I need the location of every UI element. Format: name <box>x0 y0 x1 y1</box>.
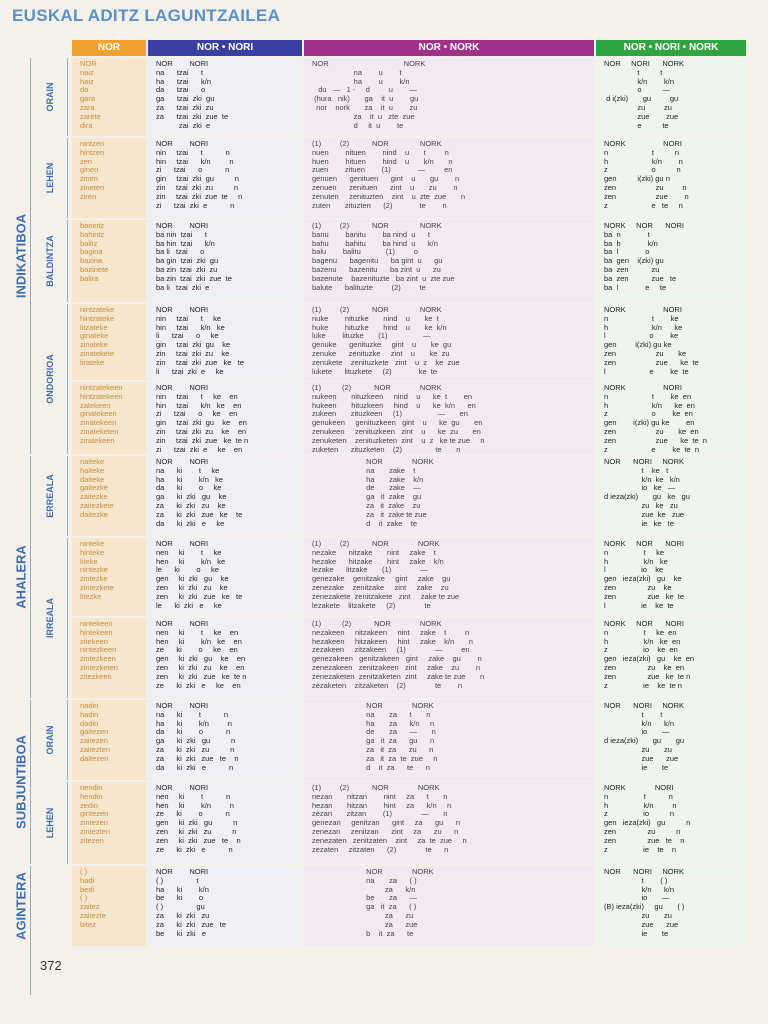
cell-nor <box>72 138 146 218</box>
cell-text: NOR NORI NORK t t k/n k/n io — d ieza(zki) gu gu zu zu zue zue ie te <box>604 701 685 772</box>
cell-text: NOR NORI nin tzai t ke hin tzai k/n ke li tzai o ke gin tzai zki gu ke zin tzai zki zu ke zin tzai zki zue ke te li tzai zki e ke <box>156 305 244 376</box>
cell-nork <box>304 782 594 864</box>
cell-text: NORK NORI n t n h k/n n z io n gen ieza(zki) gu n zen zu n zen zue te n z ie te n <box>604 783 691 854</box>
cell-text: NORK NOR NORI n t ke h k/n ke l io ke gen ieza(zki) gu ke zen zu ke zen zue ke te l ie ke te <box>604 539 685 610</box>
mood-subjuntiboa: SUBJUNTIBOA <box>12 700 31 864</box>
cell-nork <box>304 618 594 698</box>
page-title: EUSKAL ADITZ LAGUNTZAILEA <box>12 6 281 25</box>
cell-text: NOR NORK na zake t ha zake k/n de zake — ga it zake gu za it zake zu za it zake te zue d it zake te <box>366 457 434 528</box>
cell-text: NOR NORI nin tzai t n hin tzai k/n n zi tzai o n gin tzai zki gu n zin tzai zki zu n zin tzai zki zue te n zi tzai zki e n <box>156 139 243 210</box>
cell-nork <box>304 58 594 136</box>
tense-lehen: LEHEN <box>33 138 68 218</box>
tense-sub-lehen: LEHEN <box>33 782 68 864</box>
cell-nork <box>304 138 594 218</box>
cell-text: naiteke haiteke daiteke gaitezke zaitezke zaitezkete daitezke <box>80 457 114 519</box>
cell-text: banintz bahintz balitz bagina bazina bazinete balira <box>80 221 109 283</box>
cell-text: (1) (2) NOR NORK nuen nituen nind u t n huen hituen hind u k/n n zuen zituen (1) — en genuen genituen gint u gu n zenuen zenituen zint u zu n zenuten zenituzten zint u zte zue n zuten zituzten (2) te n <box>312 139 465 210</box>
cell-text: NORK NORI n t ke h k/n ke l o ke gen i(zki) gu ke zen zu ke zen zue ke te l e ke te <box>604 305 699 376</box>
cell-nori <box>148 538 302 616</box>
cell-text: (1) (2) NOR NORK nezakeen nitzakeen nint zake t n hezakeen hitzakeen hint zake k/n n zezakeen zitzakeen (1) — en genezakeen genitzakeen gint zake gu n zenezakeen zenitzakeen zint zake zu n zenezaketen zenitzaketen zint zake te zue n zezaketen zitzaketen (2) te n <box>312 619 485 690</box>
cell-text: NOR NORI nin tzai t ke en hin tzai k/n ke en zi tzai o ke en gin tzai zki gu ke en zin tzai zki zu ke en zin tzai zki zue ke te n zi tzai zki e ke en <box>156 383 249 454</box>
cell-text: NOR NORK na za ( ) za k/n be za — ga it za ( ) za zu za zue b it za te <box>366 867 434 938</box>
cell-nor <box>72 220 146 302</box>
conjugation-row <box>72 866 746 946</box>
cell-text: ( ) hadi bedi ( ) zaitez zaitezte bitez <box>80 867 106 929</box>
cell-text: NOR NORI NORK t ( ) k/n k/n io — (B) ieza(zki) gu ( ) zu zu zue zue ie te <box>604 867 685 938</box>
conjugation-row <box>72 58 746 136</box>
cell-nor <box>72 58 146 136</box>
cell-nori <box>148 138 302 218</box>
cell-text: (1) (2) NOR NORK banu banitu ba nind u t bahu bahitu ba hind u k/n balu balitu (1) o bagenu bagenitu ba gint u gu bazenu bazenitu ba zint u zu bazenute bazenituzte ba zint u zte zue balute balituzte (2) te <box>312 221 455 292</box>
cell-text: NOR NORI na ki t ke ha ki k/n ke da ki o ke ga ki zki gu ke za ki zki zu ke za ki zki zue ke te da ki zki e ke <box>156 457 243 528</box>
cell-text: (1) (2) NOR NORK nezake nitzake nint zake t hezake hitzake hint zake k/n lezake litzake (1) — genezake genitzake gint zake gu zenezake zenitzake zint zake zu zenezakete zenitzakete zint zake te zue lezakete litzakete (2) te <box>312 539 460 610</box>
header-nor: NOR <box>72 40 146 56</box>
cell-nnn <box>596 58 746 136</box>
header-nor-nori: NOR • NORI <box>148 40 302 56</box>
page-number: 372 <box>40 958 62 973</box>
cell-nnn <box>596 220 746 302</box>
conjugation-row <box>72 304 746 380</box>
conjugation-row <box>72 382 746 454</box>
cell-text: NOR NORI nen ki t n hen ki k/n n ze ki o n gen ki zki gu n zen ki zki zu n zen ki zki zue te n ze ki zki e n <box>156 783 241 854</box>
cell-nork <box>304 456 594 536</box>
conjugation-row <box>72 782 746 864</box>
cell-text: NOR NORI na tzai t ha tzai k/n da tzai o ga tzai zki gu za tzai zki zu za tzai zki zue te zai zki e <box>156 59 229 130</box>
cell-nork <box>304 304 594 380</box>
cell-nork <box>304 700 594 780</box>
cell-nnn <box>596 538 746 616</box>
cell-nor <box>72 538 146 616</box>
cell-text: ninteke hinteke liteke nintezke zintezke zintezkete litezke <box>80 539 114 601</box>
cell-nori <box>148 58 302 136</box>
cell-text: NOR naiz haiz da gara zara zarete dira <box>80 59 101 130</box>
cell-text: nintzateke hintzateke litzateke ginateke zinateke zinateketе lirateke <box>80 305 115 367</box>
cell-nor <box>72 618 146 698</box>
tense-sub-orain: ORAIN <box>33 700 68 780</box>
cell-nnn <box>596 866 746 946</box>
cell-nnn <box>596 382 746 454</box>
tense-baldintza: BALDINTZA <box>33 220 68 302</box>
cell-text: (1) (2) NOR NORK nukeen nituzkeen nind u ke t en hukeen hituzkeen hind u ke k/n en zukeen zituzkeen (1) — en genukeen genituzkeen gint u ke gu en zenukeen zenituzkeen zint u ke zu en zenuketen zenituzketen zint u z ke te zue n zuketen zituzketen (2) te n <box>312 383 485 454</box>
cell-nori <box>148 618 302 698</box>
conjugation-row <box>72 456 746 536</box>
cell-nori <box>148 782 302 864</box>
conjugation-row <box>72 220 746 302</box>
cell-text: NORK NORI n t ke en h k/n ke en z o ke en gen i(zki) gu ke en zen zu ke en zen zue ke te n z e ke te n <box>604 383 707 454</box>
conjugation-row <box>72 700 746 780</box>
cell-nnn <box>596 700 746 780</box>
cell-nori <box>148 304 302 380</box>
cell-nork <box>304 866 594 946</box>
cell-nork <box>304 220 594 302</box>
cell-nork <box>304 382 594 454</box>
cell-nori <box>148 220 302 302</box>
cell-text: nintzen hintzen zen ginen zinen zineten ziren <box>80 139 105 201</box>
cell-text: (1) (2) NOR NORK nuke nituzke nind u ke t huke hituzke hind u ke k/n luke lituzke (1) — genuke genituzke gint u ke gu zenuke zenituzke zint u ke zu zenukete zenituzkete zint u z ke zue lukete lituzkete (2) ke te <box>312 305 460 376</box>
cell-text: nintzatekeen hintzatekeen zatekeen ginatekeen zinatekeen zinateketen ziratekeen <box>80 383 123 445</box>
cell-text: NOR NORI na ki t n ha ki k/n n da ki o n ga ki zki gu n za ki zki zu n za ki zki zue te n da ki zki e n <box>156 701 239 772</box>
cell-nnn <box>596 618 746 698</box>
cell-nork <box>304 538 594 616</box>
header-nor-nork: NOR • NORK <box>304 40 594 56</box>
cell-nnn <box>596 782 746 864</box>
conjugation-row <box>72 618 746 698</box>
cell-nor <box>72 866 146 946</box>
cell-text: NOR NORI NORK t t k/n k/n o — d i(zki) gu gu zu zu zue zue e te <box>604 59 685 130</box>
cell-text: NOR NORI nen ki t ke en hen ki k/n ke en ze ki o ke en gen ki zki gu ke en zen ki zki zu ke en zen ki zki zue ke te n ze ki zki e ke en <box>156 619 247 690</box>
mood-indikatiboa: INDIKATIBOA <box>12 58 31 454</box>
mood-ahalera: AHALERA <box>12 456 31 698</box>
header-nor-nori-nork: NOR • NORI • NORK <box>596 40 746 56</box>
cell-text: (1) (2) NOR NORK nezan nitzan nint za t n hezan hitzan hint za k/n n zezan zitzan (1) — n genezan genitzan gint za gu n zenezan zenitzan zint za zu n zenezaten zenitzaten zint za te zue n zezaten zitzaten (2) te n <box>312 783 467 854</box>
cell-nor <box>72 782 146 864</box>
cell-text: NOR NORI nen ki t ke hen ki k/n ke le ki o ke gen ki zki gu ke zen ki zki zu ke zen ki zki zue ke te le ki zki e ke <box>156 539 243 610</box>
cell-nori <box>148 382 302 454</box>
conjugation-row <box>72 138 746 218</box>
cell-nnn <box>596 456 746 536</box>
cell-text: nadin hadin dadin gaitezen zaitezen zaitezten daitezen <box>80 701 111 763</box>
tense-erreala: ERREALA <box>33 456 68 536</box>
cell-nnn <box>596 304 746 380</box>
cell-text: NOR NORI ba nin tzai t ba hin tzai k/n ba li tzai o ba gin tzai zki gu ba zin tzai zki zu ba zin tzai zki zue te ba li tzai zki e <box>156 221 232 292</box>
cell-nor <box>72 382 146 454</box>
cell-text: NOR NORK na u t ha u k/n du — 1 - d u — (hura nik) ga it u gu nor nork za it u zu za it u zte zue d it u te <box>312 59 426 130</box>
mood-agintera: AGINTERA <box>12 866 31 946</box>
page-rule <box>30 945 31 995</box>
cell-text: NOR NORI ( ) t ha ki k/n be ki o ( ) gu za ki zki zu za ki zki zue te be ki zki e <box>156 867 227 938</box>
cell-nor <box>72 456 146 536</box>
cell-nori <box>148 700 302 780</box>
cell-nor <box>72 304 146 380</box>
tense-ondorioa: ONDORIOA <box>33 304 68 454</box>
cell-text: NORK NORI n t n h k/n n z o n gen i(zki) gu n zen zu n zen zue n z e te n <box>604 139 689 210</box>
cell-nori <box>148 456 302 536</box>
cell-text: NORK NOR NORI n t ke en h k/n ke en z io ke en gen ieza(zki) gu ke en zen zu ke en zen zue ke te n z ie ke te n <box>604 619 695 690</box>
cell-nnn <box>596 138 746 218</box>
cell-text: nintekeen hintekeen zitekeen nintezkeen zintezkeen zintezketen zitezkeen <box>80 619 118 681</box>
cell-text: NOR NORK na za t n ha za k/n n de za — n ga it za gu n za it za zu n za it za te zue n d it za te n <box>366 701 438 772</box>
conjugation-row <box>72 538 746 616</box>
cell-nor <box>72 700 146 780</box>
cell-text: NORK NOR NORI ba n t ba h k/n ba l o ba gen i(zki) gu ba zen zu ba zen zue te ba l e te <box>604 221 685 292</box>
cell-text: NOR NORI NORK t ke t k/n ke k/n io ke — d ieza(zki) gu ke gu zu ke zu zue ke zue ie ke te <box>604 457 690 528</box>
tense-irreala: IRREALA <box>33 538 68 698</box>
tense-orain: ORAIN <box>33 58 68 136</box>
cell-text: nendin hendin zedin gintezen zintezen zintezten zitezen <box>80 783 111 845</box>
cell-nori <box>148 866 302 946</box>
